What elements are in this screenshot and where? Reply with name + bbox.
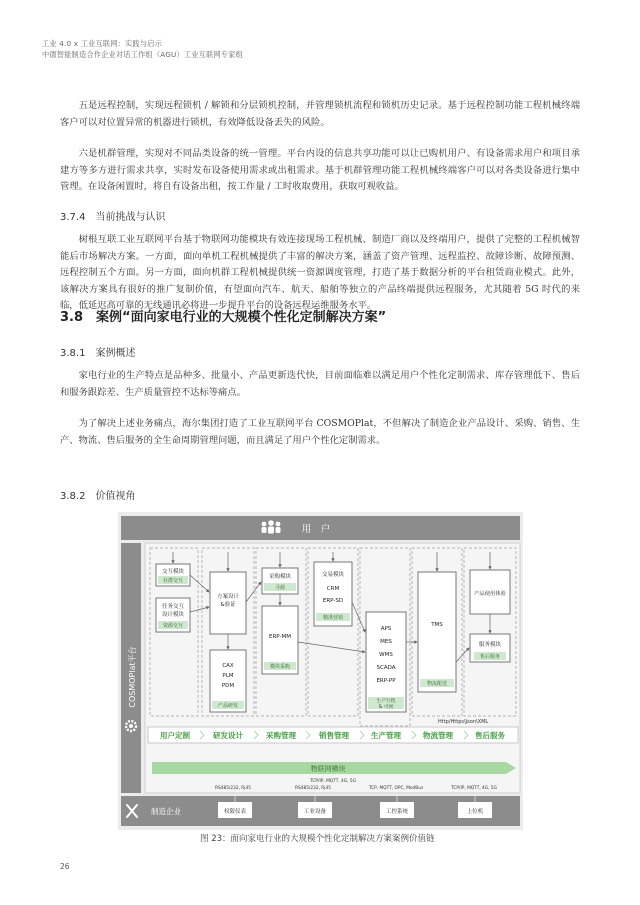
plm-label: PLM <box>222 673 234 679</box>
validation-label: &验证 <box>220 602 236 608</box>
iot-module-label: 物联网模块 <box>310 765 346 773</box>
platform-label: COSMOPlat平台 <box>128 646 137 708</box>
protocol-opc: TCP, MQTT, OPC, ModBus <box>368 786 424 791</box>
erp-pp-label: ERP-PP <box>376 678 396 684</box>
procurement-module-label: 采购模块 <box>268 574 292 580</box>
service-module-label: 服务模块 <box>478 642 502 648</box>
protocol-note: Http/Https\Json\XML <box>438 719 489 725</box>
tms-box <box>418 572 456 692</box>
erp-sd-label: ERP-SD <box>322 598 344 604</box>
stage-rd-design: 研发设计 <box>213 731 243 740</box>
stage-sales: 销售管理 <box>319 731 349 740</box>
after-sales-service-label: 售后服务 <box>479 654 501 660</box>
enterprise-item-instruments: 权限仪表 <box>223 809 247 815</box>
cax-label: CAX <box>222 663 234 669</box>
paragraph-fleet-management: 六是机群管理，实现对不同品类设备的统一管理。平台内设的信息共享功能可以让已购机用户、有设备需求用户和项目承建方等多方进行需求共享，实时发布设备使用需求或出租需求。基于机群管理功能工程机械终端客户可以对各类设备进行集中管理。在设备闲置时，将自有设备出租，按工作量 / 工时收取费用，获取可观收益。 <box>60 148 580 192</box>
stage-procurement: 采购管理 <box>266 731 296 740</box>
production-process-label: 生产行程 <box>376 699 396 704</box>
erp-mm-label: ERP-MM <box>269 634 291 640</box>
paragraph-industry-overview: 家电行业的生产特点是品种多、批量小、产品更新迭代快，目前面临难以满足用户个性化定制需求、库存管理低下、售后和服务跟踪差、生产质量管控不达标等痛点。 <box>60 370 580 398</box>
visibility-label: & 可视 <box>378 705 394 710</box>
interaction-module-label: 交互模块 <box>161 569 185 575</box>
stage-logistics: 物流管理 <box>423 731 453 740</box>
crm-label: CRM <box>326 586 340 592</box>
community-interaction-label: 社群交互 <box>162 578 184 584</box>
section-heading-3-8-1: 3.8.1 案例概述 <box>60 348 136 359</box>
pdm-label: PDM <box>221 683 235 689</box>
running-header-subtitle: 中德智能制造合作企业对话工作组（AGU）工业互联网专家组 <box>42 50 243 59</box>
paragraph-rootcloud: 树根互联工业互联网平台基于物联网功能模块有效连接现场工程机械、制造厂商以及终端用户，提供了完整的工程机械智能后市场解决方案。一方面，面向单机工程机械提供了丰富的解决方案，涵盖了资产管理、远程监控、故障诊断、故障预测、远程控制五个方面。另一方面，面向机群工程机械提供统一资源调度管理，打造了基于数据分析的平台租赁商业模式。此外，该解决方案具有很好的推广复制价值，有望面向汽车、航天、船舶等独立的产品终端提供远程服务，尤其随着 5G 时代的来临，低延迟高可靠的无线通讯必将进一步提升平台的设备远程运维服务水平。 <box>60 234 580 311</box>
aps-label: APS <box>380 626 392 632</box>
enterprise-label: 制造企业 <box>151 807 181 816</box>
protocol-rs485-b: RS485/232, Rj45 <box>295 786 331 791</box>
stage-production: 生产管理 <box>371 731 401 740</box>
solution-design-label: 方案设计 <box>216 594 240 600</box>
stage-after-sales: 售后服务 <box>475 731 505 740</box>
tms-label: TMS <box>431 622 443 628</box>
modular-procurement-label: 模块采购 <box>269 664 291 670</box>
transaction-module-label: 交易模块 <box>321 572 345 578</box>
wms-label: WMS <box>379 652 393 658</box>
mes-label: MES <box>380 639 392 645</box>
section-heading-3-8-2: 3.8.2 价值视角 <box>60 491 136 502</box>
stage-user-customization: 用户定制 <box>160 731 190 740</box>
product-experience-label: 产品使用体验 <box>474 591 506 597</box>
user-bar-label: 用 户 <box>301 524 331 535</box>
page-number: 26 <box>60 862 70 871</box>
section-heading-3-7-4: 3.7.4 当前挑战与认识 <box>60 212 166 223</box>
sourcing-label: 寻源 <box>274 585 286 591</box>
resource-interaction-label: 资源交互 <box>162 623 184 629</box>
scada-label: SCADA <box>376 665 396 671</box>
task-interaction-label: 任务交互 <box>161 604 185 610</box>
protocol-rs485-a: RS485/232, Rj45 <box>215 786 251 791</box>
product-rd-label: 产品研发 <box>217 703 239 709</box>
running-header-title: 工业 4.0 x 工业互联网：实践与启示 <box>42 39 162 48</box>
figure-caption: 图 23：面向家电行业的大规模个性化定制解决方案案例价值链 <box>200 834 435 844</box>
precision-marketing-label: 精准营销 <box>322 615 344 621</box>
value-chain-figure <box>118 512 523 830</box>
paragraph-remote-control: 五是远程控制，实现远程锁机 / 解锁和分层锁机控制，并管理锁机流程和锁机历史记录。基于远程控制功能工程机械终端客户可以对位置异常的机器进行锁机，有效降低设备丢失的风险。 <box>60 100 580 128</box>
paragraph-cosmoplat: 为了解决上述业务痛点，海尔集团打造了工业互联网平台 COSMOPlat，不但解决了制造企业产品设计、采购、销售、生产、物流、售后服务的全生命周期管理问题，而且满足了用户个性化定制需求。 <box>60 418 580 446</box>
section-heading-3-8: 3.8 案例“面向家电行业的大规模个性化定制解决方案” <box>60 310 387 325</box>
design-module-label: 设计模块 <box>161 612 185 618</box>
enterprise-item-control-system: 工控系统 <box>385 809 409 815</box>
enterprise-item-host-computer: 上位机 <box>466 809 484 815</box>
logistics-delivery-label: 物流配送 <box>426 681 448 687</box>
enterprise-item-equipment: 工业设备 <box>303 809 327 815</box>
protocol-tcp-ip: TCP/IP, MQTT, 4G, 5G <box>451 786 497 791</box>
protocol-top-center: TCP/IP, MQTT, 4G, 5G <box>310 779 356 784</box>
